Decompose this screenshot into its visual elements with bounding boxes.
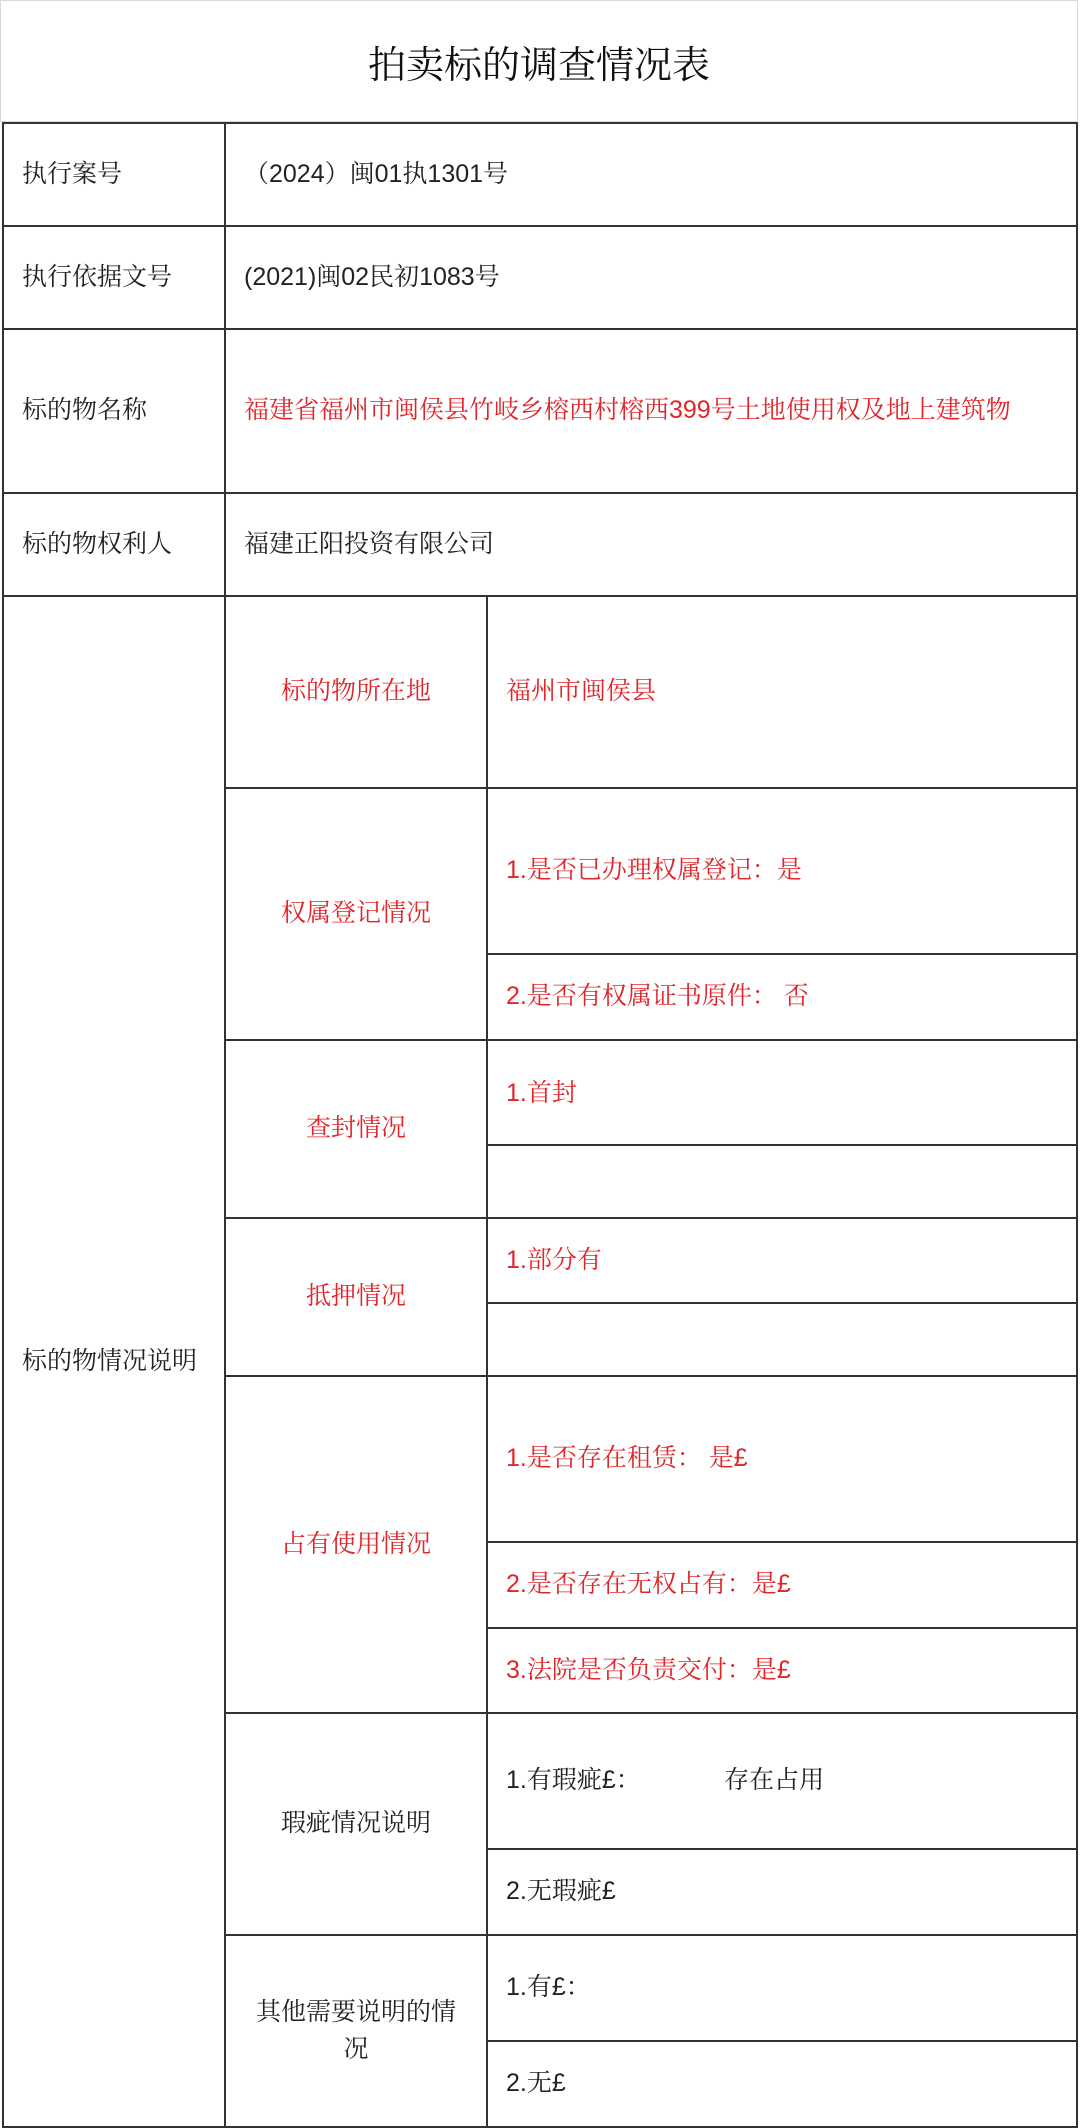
owner-label: 标的物权利人 [3, 493, 225, 596]
table-row [3, 329, 1077, 493]
other-item-1: 1.有£： [487, 1935, 1077, 2041]
mortgage-item-2 [487, 1303, 1077, 1376]
case-no-label: 执行案号 [3, 123, 225, 226]
occupancy-item-2: 2.是否存在无权占有：是£ [487, 1542, 1077, 1628]
other-label: 其他需要说明的情况 [225, 1935, 487, 2127]
object-name-label: 标的物名称 [3, 329, 225, 493]
case-no-value: （2024）闽01执1301号 [225, 123, 1077, 226]
table-row [3, 226, 1077, 329]
basis-no-label: 执行依据文号 [3, 226, 225, 329]
table-row [3, 596, 1077, 788]
basis-no-value: (2021)闽02民初1083号 [225, 226, 1077, 329]
mortgage-label: 抵押情况 [225, 1218, 487, 1376]
ownership-label: 权属登记情况 [225, 788, 487, 1040]
owner-value: 福建正阳投资有限公司 [225, 493, 1077, 596]
location-label: 标的物所在地 [225, 596, 487, 788]
page-title: 拍卖标的调查情况表 [0, 0, 1078, 122]
occupancy-label: 占有使用情况 [225, 1376, 487, 1713]
table-row [3, 123, 1077, 226]
defect-label: 瑕疵情况说明 [225, 1713, 487, 1935]
mortgage-item-1: 1.部分有 [487, 1218, 1077, 1303]
auction-survey-table [2, 122, 1078, 2128]
other-item-2: 2.无£ [487, 2041, 1077, 2127]
defect-item-1: 1.有瑕疵£： 存在占用 [487, 1713, 1077, 1849]
seizure-label: 查封情况 [225, 1040, 487, 1218]
situation-label: 标的物情况说明 [3, 596, 225, 2127]
ownership-item-2: 2.是否有权属证书原件： 否 [487, 954, 1077, 1040]
location-value: 福州市闽侯县 [487, 596, 1077, 788]
table-row [3, 493, 1077, 596]
object-name-value: 福建省福州市闽侯县竹岐乡榕西村榕西399号土地使用权及地上建筑物 [225, 329, 1077, 493]
defect-item-2: 2.无瑕疵£ [487, 1849, 1077, 1935]
seizure-item-1: 1.首封 [487, 1040, 1077, 1145]
occupancy-item-1: 1.是否存在租赁： 是£ [487, 1376, 1077, 1542]
ownership-item-1: 1.是否已办理权属登记：是 [487, 788, 1077, 954]
occupancy-item-3: 3.法院是否负责交付：是£ [487, 1628, 1077, 1713]
seizure-item-2 [487, 1145, 1077, 1218]
